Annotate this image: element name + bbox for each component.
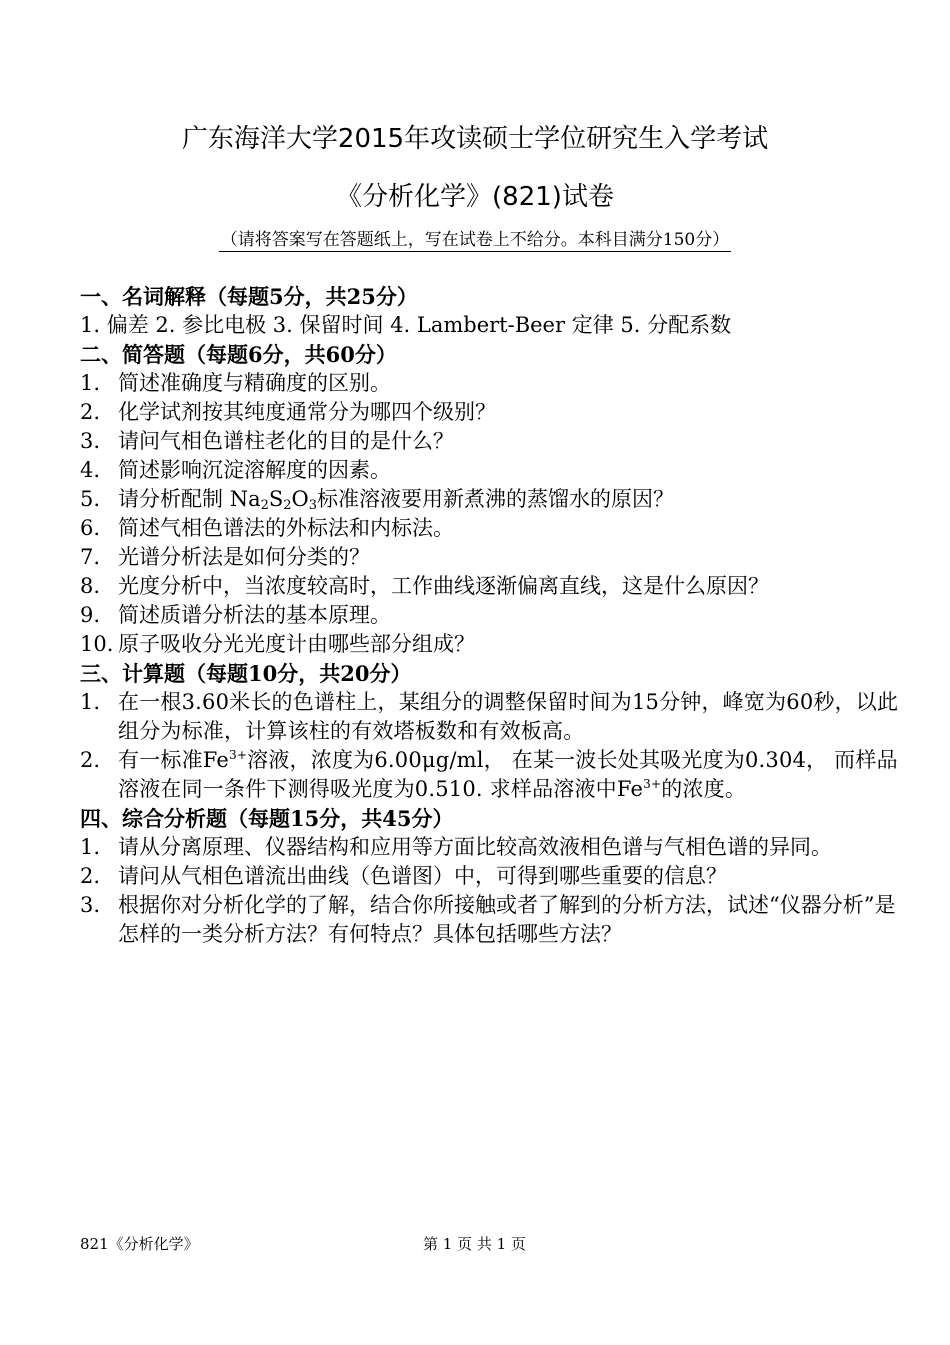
question-item: [80, 514, 900, 543]
question-number: 10.: [80, 632, 114, 656]
question-text: 光度分析中，当浓度较高时，工作曲线逐渐偏离直线，这是什么原因？: [118, 574, 769, 598]
ion-charge: 3+: [643, 777, 662, 791]
question-text: 在一根3.60米长的色谱柱上，某组分的调整保留时间为15分钟，峰宽为60秒，以此组分为标准，计算该柱的有效塔板数和有效板高。: [118, 690, 899, 743]
footer-course: 821《分析化学》: [80, 1235, 199, 1253]
question-number: 6.: [80, 516, 101, 540]
question-number: 4.: [80, 458, 101, 482]
ion-charge: 3+: [229, 748, 248, 762]
question-item: [80, 398, 900, 427]
exam-title: 广东海洋大学2015年攻读硕士学位研究生入学考试: [181, 124, 769, 154]
question-item: [80, 427, 900, 456]
question-item: [80, 369, 900, 398]
question-item: [80, 456, 900, 485]
formula-subscript: 3: [308, 498, 318, 513]
question-number: 1.: [80, 690, 101, 714]
question-text: [118, 746, 900, 804]
question-text: 请问气相色谱柱老化的目的是什么？: [118, 429, 454, 453]
question-item: [80, 746, 900, 804]
formula-na: Na: [229, 487, 261, 511]
question-number: 5.: [80, 487, 101, 511]
question-number: 9.: [80, 603, 101, 627]
formula-subscript: 2: [260, 498, 269, 513]
exam-note: [0, 229, 950, 251]
question-number: 2.: [80, 400, 101, 424]
question-number: 1.: [80, 371, 101, 395]
section-heading-4: 四、综合分析题（每题15分，共45分）: [80, 806, 454, 831]
section-heading-3: 三、计算题（每题10分，共20分）: [80, 661, 412, 686]
question-item: [80, 688, 900, 746]
question-number: 2.: [80, 864, 101, 888]
exam-subtitle: 《分析化学》(821)试卷: [336, 182, 614, 212]
question-item: [80, 862, 900, 891]
section-heading-1: 一、名词解释（每题5分，共25分）: [80, 284, 418, 309]
exam-content: [80, 282, 900, 949]
question-item: [80, 630, 900, 659]
question-text-part: 有一标准Fe: [118, 748, 230, 772]
question-text: 光谱分析法是如何分类的？: [118, 545, 370, 569]
question-text: 请问从气相色谱流出曲线（色谱图）中，可得到哪些重要的信息？: [118, 864, 727, 888]
question-number: 3.: [80, 429, 101, 453]
question-text: 化学试剂按其纯度通常分为哪四个级别？: [118, 400, 496, 424]
question-item: [80, 572, 900, 601]
question-number: 7.: [80, 545, 101, 569]
question-number: 1.: [80, 835, 101, 859]
question-text: 简述准确度与精确度的区别。: [118, 371, 391, 395]
question-text-before: 请分析配制: [118, 487, 230, 511]
exam-note-text: （请将答案写在答题纸上，写在试卷上不给分。本科目满分150分）: [220, 230, 730, 250]
question-item: [80, 833, 900, 862]
question-item: [80, 485, 900, 514]
question-text-part: 溶液，浓度为6.00μg/ml， 在某一波长处其吸光度为0.304， 而样品溶液在同一条件下测得吸光度为0.510. 求样品溶液中Fe: [118, 748, 898, 801]
question-text: 简述气相色谱法的外标法和内标法。: [118, 516, 454, 540]
section-heading-2: 二、简答题（每题6分，共60分）: [80, 342, 397, 367]
question-text: 简述质谱分析法的基本原理。: [118, 603, 391, 627]
question-number: 8.: [80, 574, 101, 598]
formula-subscript: 2: [283, 498, 292, 513]
question-item: [80, 543, 900, 572]
question-text: [118, 485, 900, 514]
question-number: 3.: [80, 893, 101, 917]
question-item: [80, 891, 900, 949]
question-text: 请从分离原理、仪器结构和应用等方面比较高效液相色谱与气相色谱的异同。: [118, 835, 832, 859]
question-text: 原子吸收分光光度计由哪些部分组成？: [118, 632, 475, 656]
formula-s: S: [268, 487, 284, 511]
question-item: [80, 601, 900, 630]
question-text: 根据你对分析化学的了解，结合你所接触或者了解到的分析方法，试述“仪器分析”是怎样的一类分析方法？有何特点？具体包括哪些方法？: [118, 893, 896, 946]
question-text: 简述影响沉淀溶解度的因素。: [118, 458, 391, 482]
formula-o: O: [291, 487, 309, 511]
question-text-after: 标准溶液要用新煮沸的蒸馏水的原因？: [317, 487, 675, 511]
question-text-part: 的浓度。: [661, 777, 747, 801]
footer-page-number: 第 1 页 共 1 页: [423, 1235, 526, 1253]
question-number: 2.: [80, 748, 101, 772]
section1-terms: 1. 偏差 2. 参比电极 3. 保留时间 4. Lambert-Beer 定律 5. 分配系数: [80, 313, 732, 337]
